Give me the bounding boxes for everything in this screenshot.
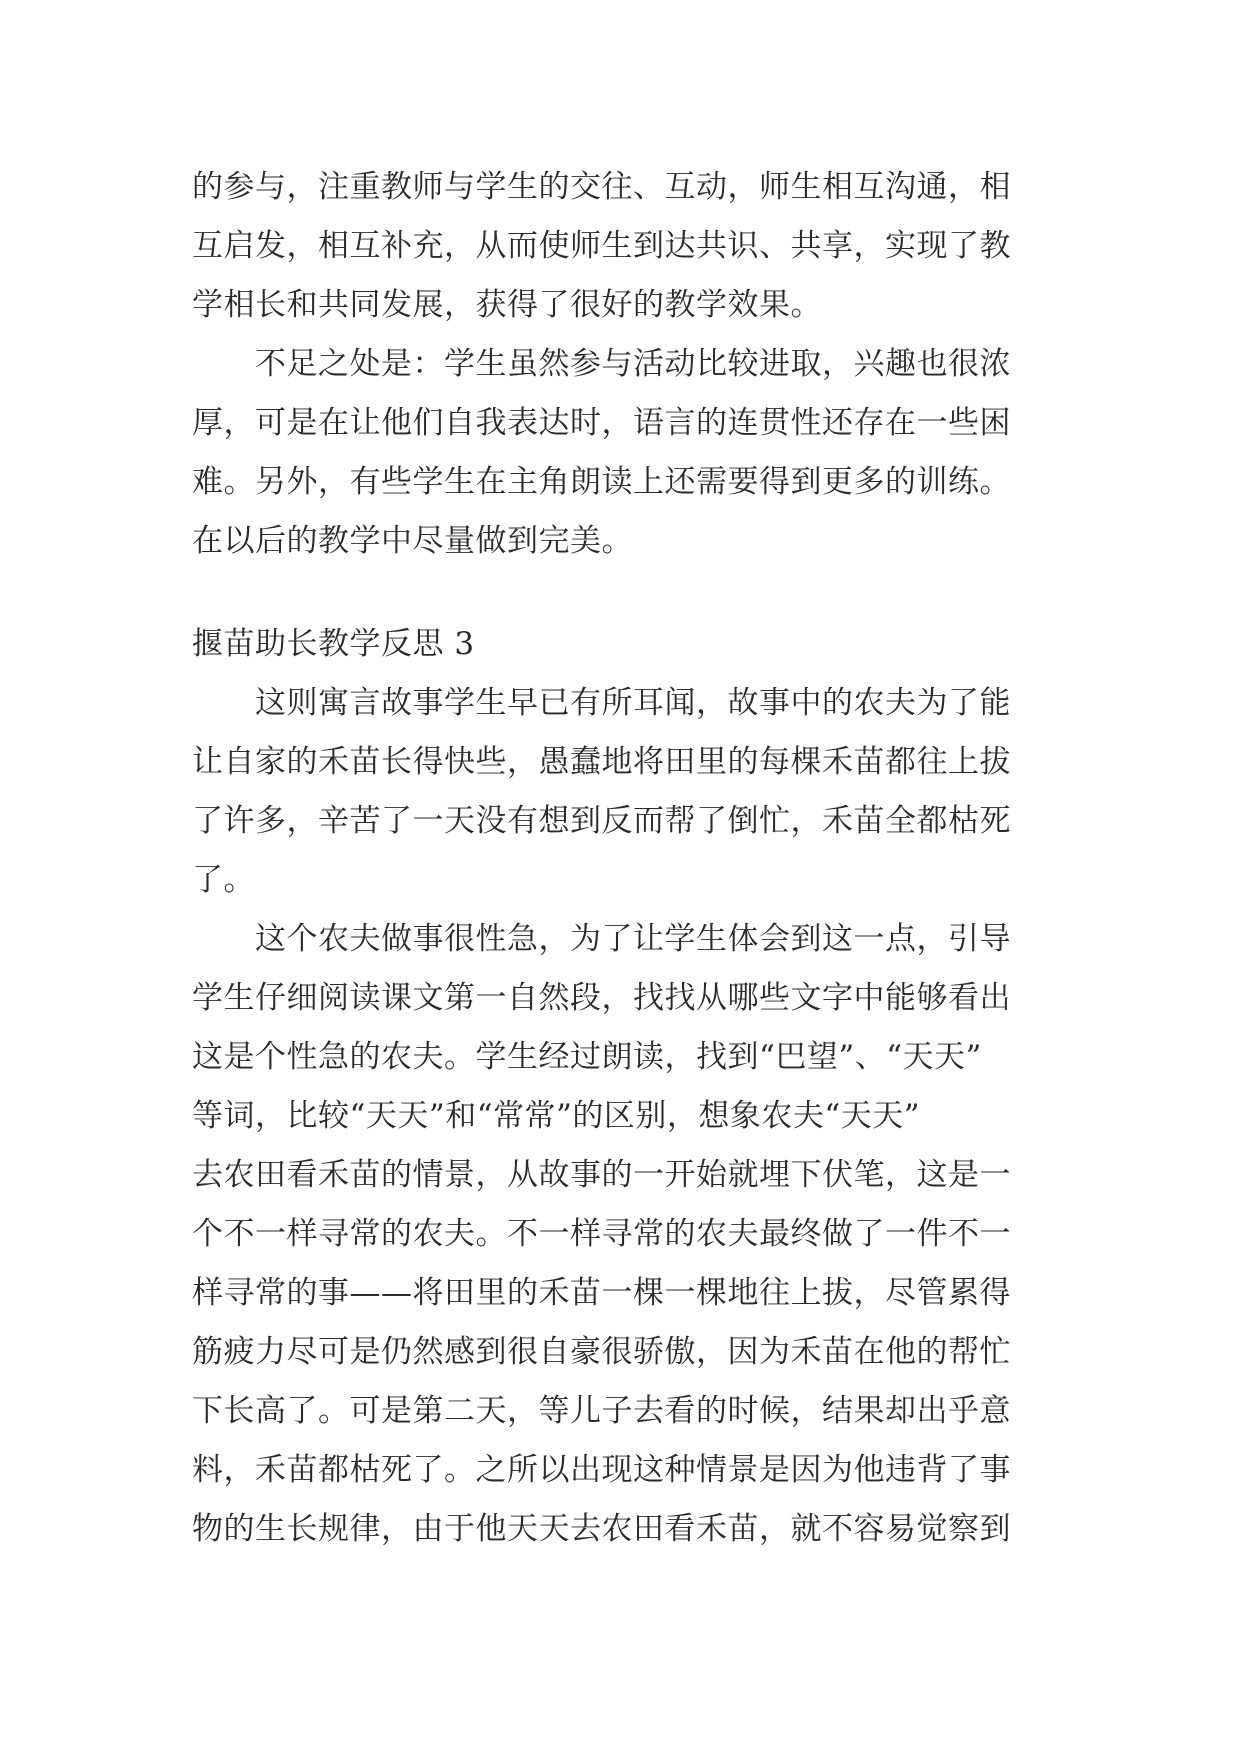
text-line: 难。另外，有些学生在主角朗读上还需要得到更多的训练。 [192,464,1011,500]
text-line: 的参与，注重教师与学生的交往、互动，师生相互沟通，相 [192,169,1011,205]
text-line: 这个农夫做事很性急，为了让学生体会到这一点，引导 [192,921,1011,957]
text-line: 这则寓言故事学生早已有所耳闻，故事中的农夫为了能 [192,685,1011,721]
text-line: 让自家的禾苗长得快些，愚蠢地将田里的每棵禾苗都往上拔 [192,744,1011,780]
text-line: 物的生长规律，由于他天天去农田看禾苗，就不容易觉察到 [192,1511,1011,1547]
section-spacer [192,571,1052,615]
text-line: 个不一样寻常的农夫。不一样寻常的农夫最终做了一件不一 [192,1216,1011,1252]
text-line: 等词，比较“天天”和“常常”的区别，想象农夫“天天” [192,1098,921,1134]
paragraph-shortcomings [192,335,1052,571]
text-line: 这是个性急的农夫。学生经过朗读，找到“巴望”、“天天” [192,1039,982,1075]
text-line: 不足之处是：学生虽然参与活动比较进取，兴趣也很浓 [192,346,1011,382]
text-line: 在以后的教学中尽量做到完美。 [192,523,633,559]
text-line: 样寻常的事——将田里的禾苗一棵一棵地往上拔，尽管累得 [192,1275,1011,1311]
document-body [192,158,1052,1559]
text-line: 厚，可是在让他们自我表达时，语言的连贯性还存在一些困 [192,405,1011,441]
text-line: 筋疲力尽可是仍然感到很自豪很骄傲，因为禾苗在他的帮忙 [192,1334,1011,1370]
text-line: 料，禾苗都枯死了。之所以出现这种情景是因为他违背了事 [192,1452,1011,1488]
text-line: 了。 [192,862,255,898]
text-line: 了许多，辛苦了一天没有想到反而帮了倒忙，禾苗全都枯死 [192,803,1011,839]
text-line: 学生仔细阅读课文第一自然段，找找从哪些文字中能够看出 [192,980,1011,1016]
paragraph-continued [192,158,1052,335]
paragraph-farmer-analysis [192,910,1052,1559]
section-heading: 揠苗助长教学反思 3 [192,626,475,662]
text-line: 去农田看禾苗的情景，从故事的一开始就埋下伏笔，这是一 [192,1157,1011,1193]
paragraph-fable-intro [192,674,1052,910]
text-line: 下长高了。可是第二天，等儿子去看的时候，结果却出乎意 [192,1393,1011,1429]
text-line: 学相长和共同发展，获得了很好的教学效果。 [192,287,822,323]
text-line: 互启发，相互补充，从而使师生到达共识、共享，实现了教 [192,228,1011,264]
